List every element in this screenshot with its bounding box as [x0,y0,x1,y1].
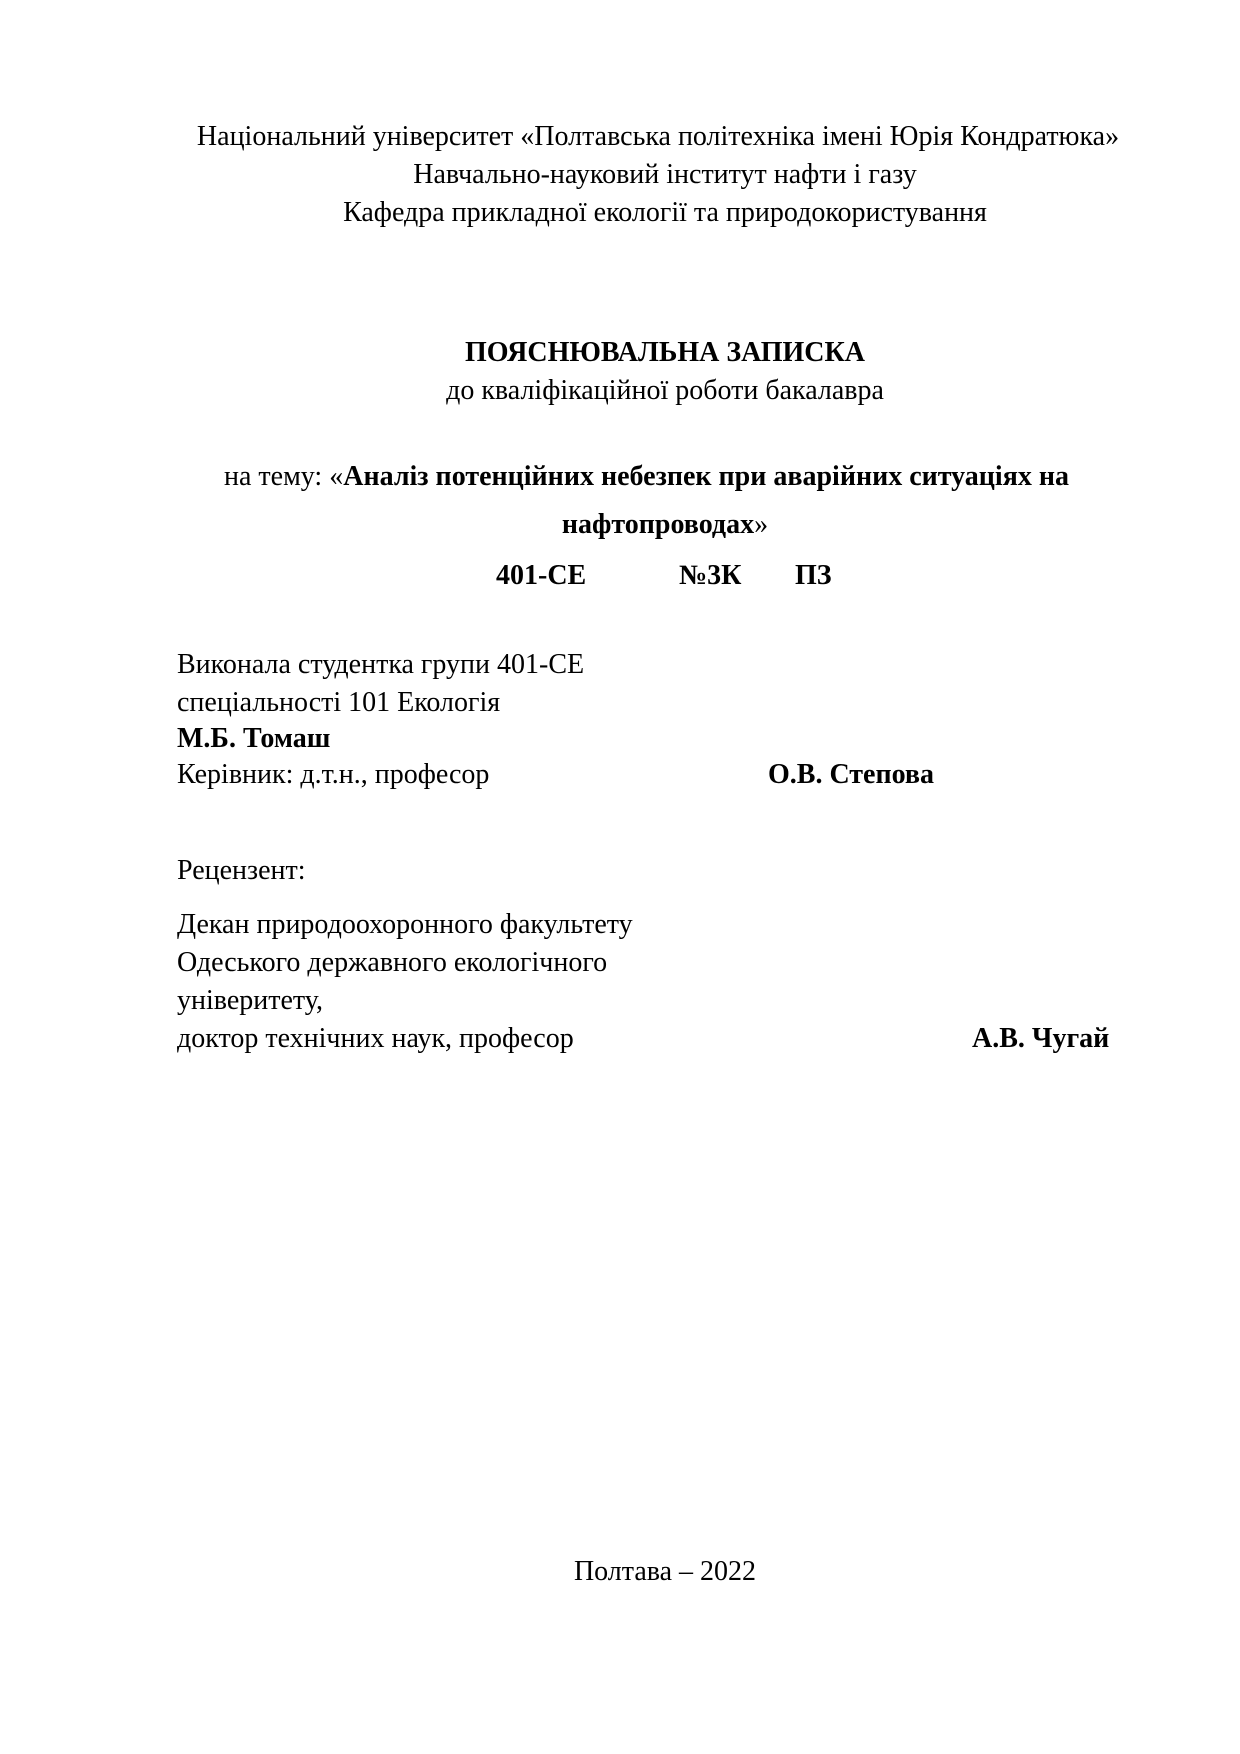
theme-suffix: » [754,509,769,540]
institute-name: Навчально-науковий інститут нафти і газу [413,159,917,190]
reviewer-info-line-4: доктор технічних наук, професор [177,1023,574,1054]
city-year: Полтава – 2022 [573,1556,757,1587]
student-name: М.Б. Томаш [177,723,331,754]
theme-line-1 [224,458,1069,496]
supervisor-label: Керівник: д.т.н., професор [177,759,490,790]
theme-prefix: на тему: « [224,461,344,492]
reviewer-name: А.В. Чугай [972,1023,1110,1054]
document-subtitle: до кваліфікаційної роботи бакалавра [446,375,884,406]
code-number: №3К [679,560,742,591]
student-info-line-2: спеціальності 101 Екологія [177,687,501,718]
supervisor-name: О.В. Степова [768,759,935,790]
reviewer-label: Рецензент: [177,855,306,886]
code-type: ПЗ [795,560,832,591]
theme-title-part-1: Аналіз потенційних небезпек при аварійних ситуаціях на [343,461,1069,492]
code-group: 401-СЕ [496,560,587,591]
university-name: Національний університет «Полтавська політехніка імені Юрія Кондратюка» [196,121,1120,152]
theme-title-part-2: нафтопроводах [561,509,755,540]
reviewer-info-line-3: універитету, [177,985,323,1016]
department-name: Кафедра прикладної екології та природокористування [343,197,987,228]
reviewer-info-line-1: Декан природоохоронного факультету [177,909,633,940]
student-info-line-1: Виконала студентка групи 401-СЕ [177,649,585,680]
document-title: ПОЯСНЮВАЛЬНА ЗАПИСКА [464,337,866,368]
theme-line-2 [0,506,1240,544]
reviewer-info-line-2: Одеського державного екологічного [177,947,608,978]
